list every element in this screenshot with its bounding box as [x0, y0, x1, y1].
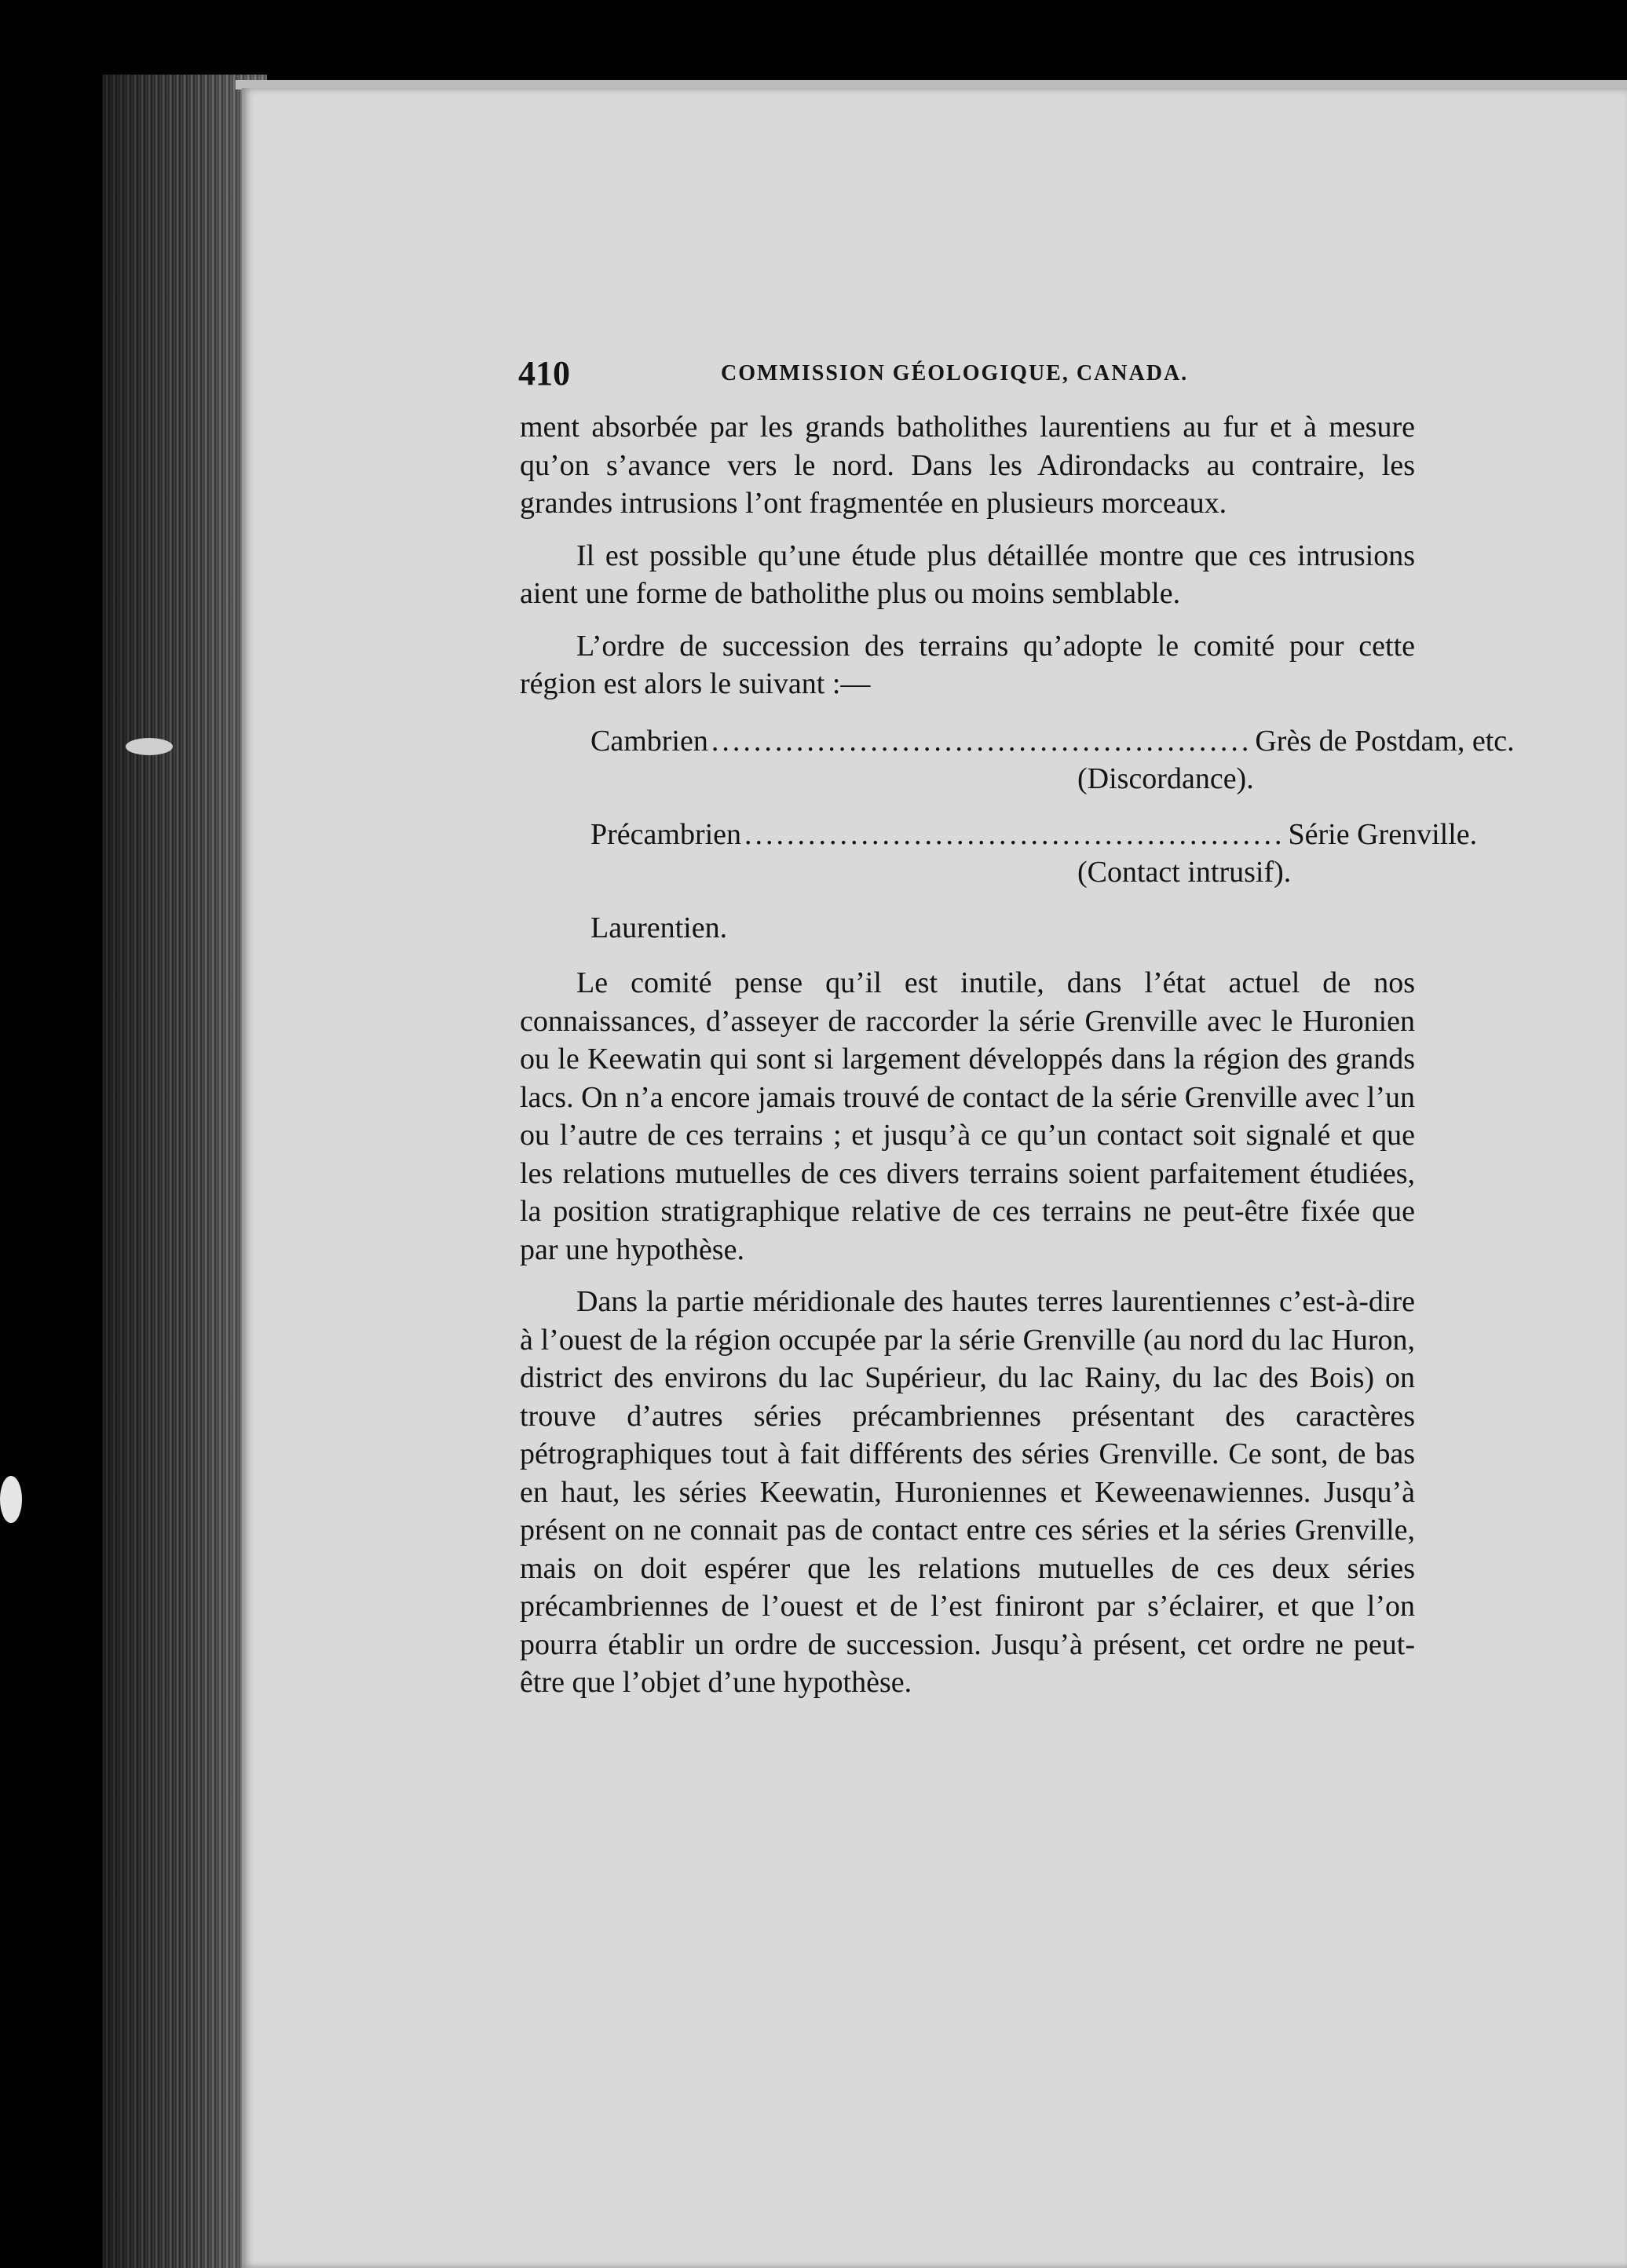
paragraph: L’ordre de succession des terrains qu’adopte le comité pour cette région est alors le suivant :—	[520, 629, 1415, 700]
paragraph: Le comité pense qu’il est inutile, dans l’état actuel de nos connaissances, d’asseyer de raccorder la série Grenville avec le Huronien ou le Keewatin qui sont si largement développés dans la région des grands lacs. On n’a encore jamais trouvé de contact de la série Grenville avec l’un ou l’autre de ces terrains ; et jusqu’à ce qu’un contact soit signalé et que les relations mutuelles de ces divers terrains soient parfaitement étudiées, la position stratigraphique relative de ces terrains ne peut-être fixée que par une hypothèse.	[520, 966, 1415, 1266]
page-header	[518, 353, 1319, 400]
paragraph: Il est possible qu’une étude plus détaillée montre que ces intrusions aient une forme de batholithe plus ou moins semblable.	[520, 539, 1415, 610]
succession-description: Grès de Postdam, etc.	[1255, 724, 1515, 758]
succession-term: Précambrien	[590, 817, 742, 851]
succession-term: Cambrien	[590, 724, 708, 758]
succession-note: (Contact intrusif).	[1077, 856, 1292, 889]
succession-description: Série Grenville.	[1288, 817, 1478, 851]
leader-dots: ...................................................	[711, 724, 1252, 758]
running-head: COMMISSION GÉOLOGIQUE, CANADA.	[721, 361, 1189, 385]
page-number: 410	[518, 354, 570, 393]
succession-note: (Discordance).	[1077, 762, 1254, 795]
paragraph: ment absorbée par les grands batholithes laurentiens au fur et à mesure qu’on s’avance vers le nord. Dans les Adirondacks au contraire, les grandes intrusions l’ont fragmentée en plusieurs morceaux.	[520, 411, 1415, 520]
succession-list	[590, 722, 1515, 948]
scan-blot	[0, 1476, 22, 1523]
scan-blot	[126, 738, 173, 755]
succession-item	[590, 816, 1478, 892]
leader-dots: ...................................................	[744, 817, 1285, 851]
paragraph: Dans la partie méridionale des hautes terres laurentiennes c’est-à-dire à l’ouest de la région occupée par la série Grenville (au nord du lac Huron, district des environs du lac Supérieur, du lac Rainy, du lac des Bois) on trouve d’autres séries précambriennes présentant des caractères pétrographiques tout à fait différents des séries Grenville. Ce sont, de bas en haut, les séries Keewatin, Huroniennes et Keweenawiennes. Jusqu’à présent on ne connait pas de contact entre ces séries et la séries Grenville, mais on doit espérer que les relations mutuelles de ces deux séries précambriennes de l’ouest et de l’est finiront par s’éclairer, et que l’on pourra établir un ordre de succession. Jusqu’à présent, cet ordre ne peut-être que l’objet d’une hypothèse.	[520, 1285, 1415, 1699]
page-body	[520, 408, 1515, 1702]
succession-item	[590, 722, 1515, 798]
succession-term: Laurentien.	[590, 911, 728, 944]
succession-item	[590, 909, 1376, 948]
